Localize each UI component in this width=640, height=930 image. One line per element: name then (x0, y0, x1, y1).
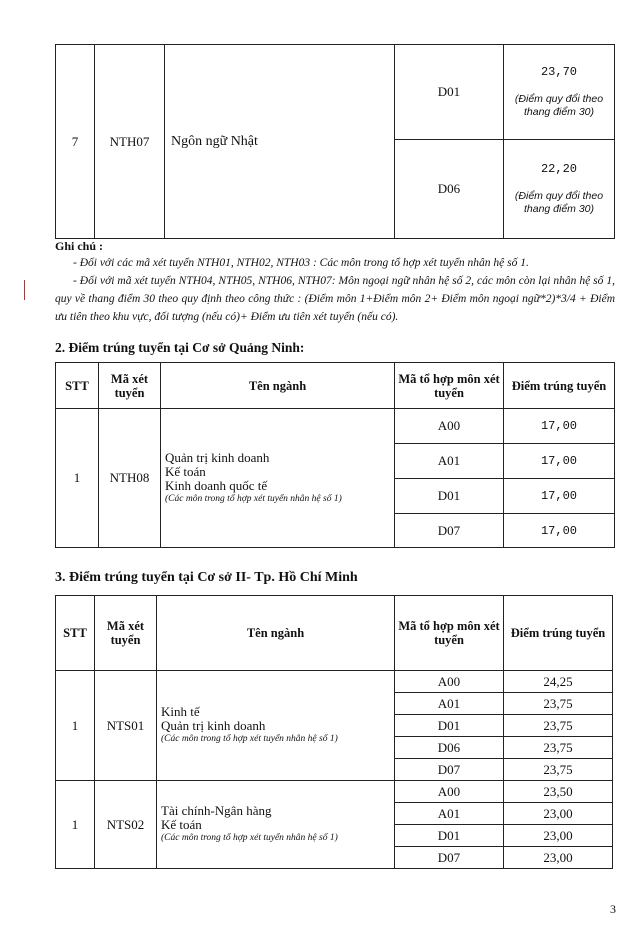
table-cell-score: 24,25 (504, 671, 613, 693)
table-cell-combo: A01 (395, 803, 504, 825)
table-cell-score: 23,50 (504, 781, 613, 803)
header-stt: STT (56, 363, 99, 409)
header-code: Mã xét tuyển (95, 596, 157, 671)
hcm-score-table (55, 595, 613, 869)
header-code: Mã xét tuyển (99, 363, 161, 409)
score-value: 23,70 (540, 65, 577, 79)
major-name: Quản trị kinh doanh (165, 449, 270, 465)
table-cell-score: 23,75 (504, 737, 613, 759)
major-note: (Các môn trong tổ hợp xét tuyển nhân hệ số 1) (161, 734, 338, 744)
table-cell-score: 17,00 (504, 409, 615, 444)
notes-title: Ghi chú : (55, 239, 104, 253)
header-combo: Mã tổ hợp môn xét tuyển (395, 596, 504, 671)
major-name: Kinh tế (161, 704, 200, 719)
table-cell-score (504, 45, 615, 140)
table-cell-combo: A00 (395, 409, 504, 444)
major-name: Kế toán (161, 817, 202, 832)
table-cell-major (161, 409, 395, 548)
table-cell-score (504, 140, 615, 239)
table-cell-combo: D01 (395, 825, 504, 847)
section-3-title: 3. Điểm trúng tuyển tại Cơ sở II- Tp. Hồ Chí Minh (55, 570, 358, 585)
major-name: Tài chính-Ngân hàng (161, 803, 272, 818)
table-cell-score: 23,75 (504, 693, 613, 715)
table-cell-combo: D01 (395, 45, 504, 140)
margin-mark (24, 280, 25, 300)
table-cell-score: 23,00 (504, 825, 613, 847)
table-cell-combo: D07 (395, 847, 504, 869)
notes-block (55, 238, 615, 326)
score-value: 22,20 (540, 162, 577, 176)
table-cell-score: 23,75 (504, 715, 613, 737)
table-cell-code: NTH08 (99, 409, 161, 548)
table-cell-score: 23,00 (504, 847, 613, 869)
table-cell-stt: 1 (56, 409, 99, 548)
table-cell-combo: D06 (395, 737, 504, 759)
table-cell-score: 23,00 (504, 803, 613, 825)
table-cell-score: 23,75 (504, 759, 613, 781)
table-cell-combo: A01 (395, 693, 504, 715)
table-cell-stt: 1 (56, 781, 95, 869)
table-cell-combo: D06 (395, 140, 504, 239)
header-score: Điểm trúng tuyển (504, 363, 615, 409)
table-cell-score: 17,00 (504, 479, 615, 514)
table-cell-code: NTS02 (95, 781, 157, 869)
table-cell-combo: D01 (395, 479, 504, 514)
header-major: Tên ngành (161, 363, 395, 409)
note-line-1: - Đối với các mã xét tuyển NTH01, NTH02, NTH03 : Các môn trong tổ hợp xét tuyển nhân hệ số 1. (73, 257, 529, 269)
table-cell-combo: D07 (395, 759, 504, 781)
header-score: Điểm trúng tuyển (504, 596, 613, 671)
table-cell-score: 17,00 (504, 514, 615, 548)
major-name: Quản trị kinh doanh (161, 718, 266, 733)
note-line-2: - Đối với mã xét tuyển NTH04, NTH05, NTH06, NTH07: Môn ngoại ngữ nhân hệ số 2, các môn còn lại nhân hệ số 1, quy về thang điểm 30 theo quy định theo công thức : (Điểm môn 1+Điểm môn 2+ Điểm môn ngoại ngữ*2)*3/4 + Điểm ưu tiên theo khu vực, đối tượng (nếu có)+ Điểm ưu tiên xét tuyển (nếu có). (55, 275, 615, 323)
table-cell-code: NTS01 (95, 671, 157, 781)
top-score-table (55, 44, 615, 239)
header-combo: Mã tổ hợp môn xét tuyển (395, 363, 504, 409)
table-cell-combo: A00 (395, 671, 504, 693)
table-cell-combo: D07 (395, 514, 504, 548)
table-cell-major (157, 781, 395, 869)
table-cell-major: Ngôn ngữ Nhật (165, 45, 395, 239)
header-stt: STT (56, 596, 95, 671)
table-cell-stt: 1 (56, 671, 95, 781)
score-note: (Điểm quy đổi theo thang điểm 30) (514, 93, 604, 118)
table-cell-stt: 7 (56, 45, 95, 239)
section-2-title: 2. Điểm trúng tuyển tại Cơ sở Quảng Ninh: (55, 340, 305, 355)
page-number: 3 (610, 902, 616, 916)
major-note: (Các môn trong tổ hợp xét tuyển nhân hệ số 1) (161, 833, 338, 843)
table-cell-combo: A01 (395, 444, 504, 479)
major-name: Kinh doanh quốc tế (165, 477, 268, 493)
score-note: (Điểm quy đổi theo thang điểm 30) (514, 190, 604, 215)
table-cell-major (157, 671, 395, 781)
table-cell-score: 17,00 (504, 444, 615, 479)
major-name: Kế toán (165, 463, 206, 479)
table-cell-combo: A00 (395, 781, 504, 803)
table-cell-combo: D01 (395, 715, 504, 737)
table-cell-code: NTH07 (95, 45, 165, 239)
header-major: Tên ngành (157, 596, 395, 671)
major-note: (Các môn trong tổ hợp xét tuyển nhân hệ số 1) (165, 493, 342, 504)
quang-ninh-score-table (55, 362, 615, 548)
